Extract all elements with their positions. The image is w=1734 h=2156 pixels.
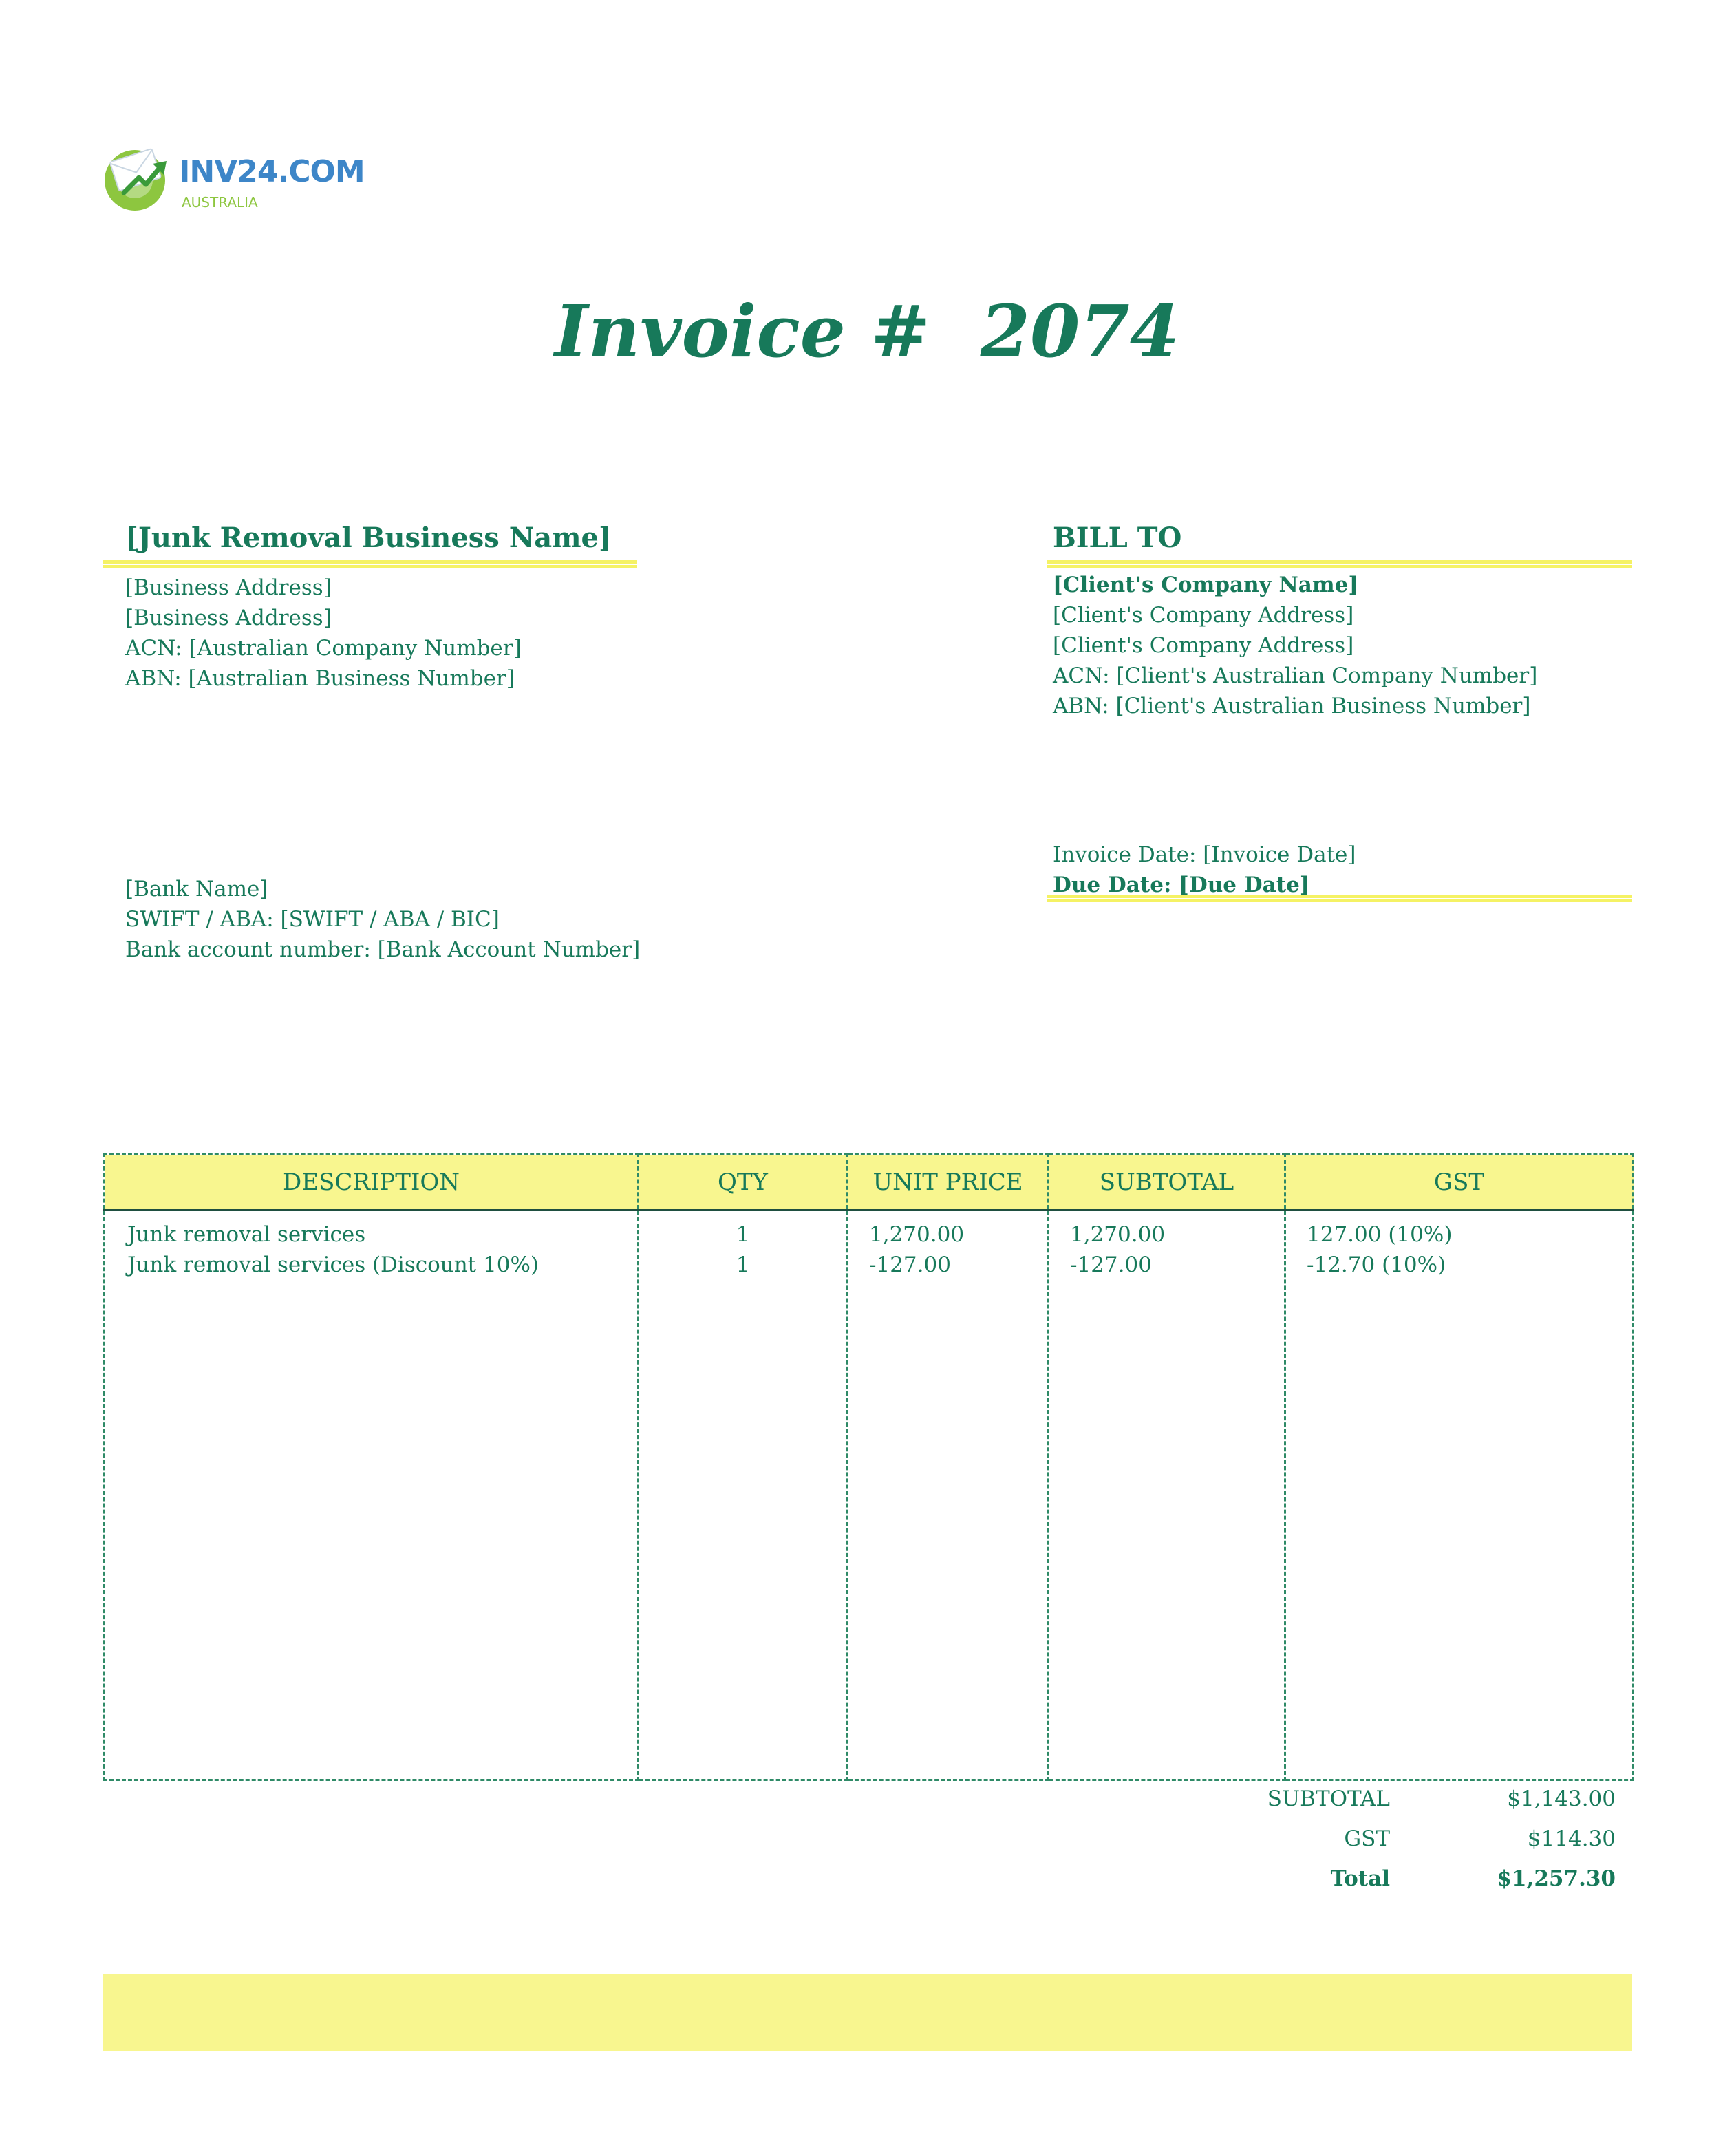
header-qty: QTY (639, 1155, 848, 1210)
totals-section (1073, 1786, 1624, 1906)
line-items-table (103, 1153, 1634, 1781)
invoice-dates (1053, 840, 1356, 900)
brand-logo (103, 145, 365, 213)
subtotal-column (1049, 1210, 1285, 1780)
bank-details (125, 874, 640, 965)
client-address-line: [Client's Company Address] (1053, 633, 1354, 658)
item-qty: 1 (736, 1252, 750, 1277)
invoice-title: Invoice # 2074 (554, 289, 1180, 374)
description-column (105, 1210, 639, 1780)
seller-acn: ACN: [Australian Company Number] (125, 636, 522, 661)
bill-to-details (1053, 570, 1537, 721)
header-subtotal: SUBTOTAL (1049, 1155, 1285, 1210)
invoice-date: Invoice Date: [Invoice Date] (1053, 842, 1356, 867)
seller-address-line: [Business Address] (125, 575, 332, 600)
item-unit-price: -127.00 (869, 1252, 951, 1277)
item-qty: 1 (736, 1222, 750, 1247)
bank-swift: SWIFT / ABA: [SWIFT / ABA / BIC] (125, 907, 500, 932)
seller-details (125, 573, 522, 694)
footer-bar (103, 1974, 1632, 2051)
seller-underline (103, 560, 637, 568)
total-label: Total (1330, 1866, 1390, 1891)
client-company-name: [Client's Company Name] (1053, 573, 1359, 597)
gst-column (1285, 1210, 1634, 1780)
due-date-underline (1047, 895, 1632, 902)
gst-row (1073, 1826, 1624, 1866)
table-header-row (105, 1155, 1634, 1210)
subtotal-value: $1,143.00 (1507, 1786, 1616, 1811)
total-value: $1,257.30 (1497, 1866, 1616, 1891)
bill-to-heading: BILL TO (1053, 522, 1182, 554)
gst-value: $114.30 (1527, 1826, 1616, 1851)
client-address-line: [Client's Company Address] (1053, 603, 1354, 628)
logo-subtext: AUSTRALIA (182, 194, 258, 211)
item-description: Junk removal services (127, 1222, 366, 1247)
bank-account-number: Bank account number: [Bank Account Number] (125, 937, 641, 962)
client-acn: ACN: [Client's Australian Company Number] (1053, 663, 1538, 688)
item-subtotal: -127.00 (1070, 1252, 1152, 1277)
item-gst: 127.00 (10%) (1307, 1222, 1453, 1247)
client-abn: ABN: [Client's Australian Business Number] (1053, 694, 1531, 718)
item-subtotal: 1,270.00 (1070, 1222, 1166, 1247)
header-description: DESCRIPTION (105, 1155, 639, 1210)
gst-label: GST (1344, 1826, 1390, 1851)
total-row (1073, 1866, 1624, 1906)
seller-name: [Junk Removal Business Name] (125, 522, 612, 554)
due-date: Due Date: [Due Date] (1053, 873, 1310, 897)
header-unit-price: UNIT PRICE (848, 1155, 1049, 1210)
bank-name: [Bank Name] (125, 877, 268, 901)
qty-column (639, 1210, 848, 1780)
seller-abn: ABN: [Australian Business Number] (125, 666, 515, 691)
item-unit-price: 1,270.00 (869, 1222, 965, 1247)
table-body (105, 1210, 1634, 1780)
logo-wordmark: INV24.COM (179, 154, 365, 189)
envelope-arrow-icon (103, 145, 172, 213)
header-gst: GST (1285, 1155, 1634, 1210)
subtotal-label: SUBTOTAL (1267, 1786, 1390, 1811)
seller-address-line: [Business Address] (125, 606, 332, 630)
item-gst: -12.70 (10%) (1307, 1252, 1446, 1277)
unit-price-column (848, 1210, 1049, 1780)
bill-to-underline (1047, 560, 1632, 568)
item-description: Junk removal services (Discount 10%) (127, 1252, 539, 1277)
subtotal-row (1073, 1786, 1624, 1826)
